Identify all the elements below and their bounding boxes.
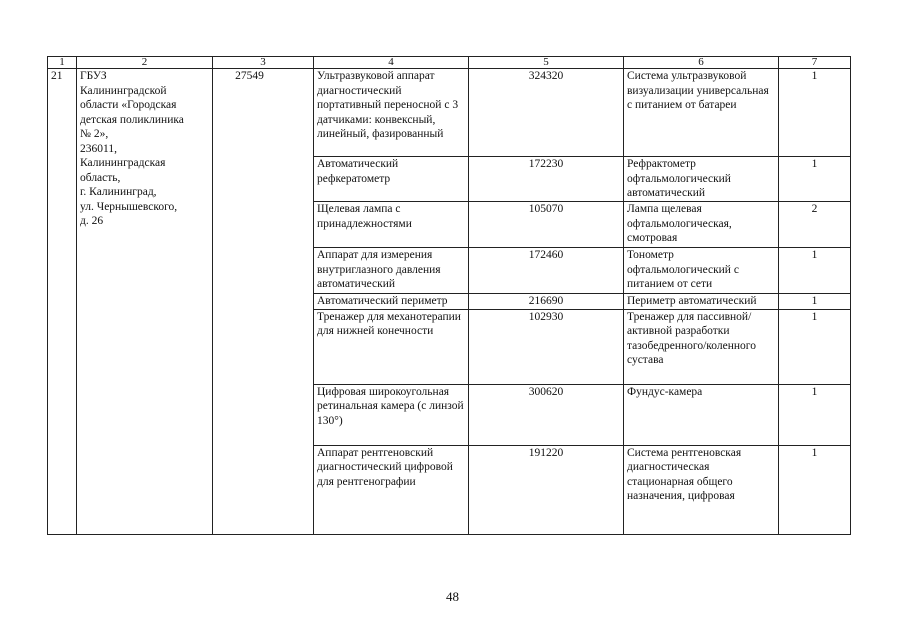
equipment-quantity: 2	[779, 202, 851, 248]
org-line: детская поликлиника	[80, 113, 184, 126]
equipment-type: Тренажер для пассивной/активной разработки тазобедренного/коленного сустава	[624, 309, 779, 384]
equipment-code: 172460	[469, 248, 624, 294]
equipment-quantity: 1	[779, 248, 851, 294]
equipment-name: Автоматический периметр	[314, 294, 469, 310]
equipment-code: 300620	[469, 384, 624, 445]
org-line: № 2»,	[80, 128, 109, 140]
equipment-name: Ультразвуковой аппарат диагностический портативный переносной с 3 датчиками: конвексный, линейный, фазированный	[314, 69, 469, 157]
page-number: 48	[446, 589, 459, 604]
column-number: 5	[469, 57, 624, 69]
org-line: д. 26	[80, 215, 104, 227]
equipment-quantity: 1	[779, 384, 851, 445]
column-number: 7	[779, 57, 851, 69]
equipment-code: 216690	[469, 294, 624, 310]
equipment-code: 105070	[469, 202, 624, 248]
equipment-name: Аппарат для измерения внутриглазного давления автоматический	[314, 248, 469, 294]
equipment-quantity: 1	[779, 309, 851, 384]
equipment-type: Система ультразвуковой визуализации универсальная с питанием от батареи	[624, 69, 779, 157]
org-line: г. Калининград,	[80, 186, 157, 198]
equipment-type: Система рентгеновская диагностическая стационарная общего назначения, цифровая	[624, 445, 779, 534]
row-number: 21	[48, 69, 77, 535]
org-line: ул. Чернышевского,	[80, 200, 178, 213]
equipment-name: Автоматический рефкератометр	[314, 157, 469, 202]
equipment-table	[47, 56, 851, 535]
column-number: 3	[213, 57, 314, 69]
equipment-code: 172230	[469, 157, 624, 202]
org-line: Калининградской	[80, 84, 167, 97]
equipment-name: Тренажер для механотерапии для нижней конечности	[314, 309, 469, 384]
org-line: Калининградская	[80, 157, 166, 169]
organization-cell	[77, 69, 213, 535]
equipment-name: Цифровая широкоугольная ретинальная камера (с линзой 130°)	[314, 384, 469, 445]
org-line: ГБУЗ	[80, 70, 107, 82]
org-line: 236011,	[80, 142, 117, 155]
org-code: 27549	[213, 69, 314, 535]
equipment-name: Щелевая лампа с принадлежностями	[314, 202, 469, 248]
org-line: области «Городская	[80, 99, 177, 111]
equipment-type: Лампа щелевая офтальмологическая, смотровая	[624, 202, 779, 248]
column-number: 2	[77, 57, 213, 69]
equipment-quantity: 1	[779, 157, 851, 202]
org-line: область,	[80, 171, 121, 184]
column-number: 6	[624, 57, 779, 69]
equipment-quantity: 1	[779, 445, 851, 534]
column-number: 1	[48, 57, 77, 69]
equipment-type: Периметр автоматический	[624, 294, 779, 310]
table-row	[48, 69, 851, 157]
equipment-quantity: 1	[779, 69, 851, 157]
equipment-quantity: 1	[779, 294, 851, 310]
equipment-code: 191220	[469, 445, 624, 534]
equipment-type: Фундус-камера	[624, 384, 779, 445]
column-number: 4	[314, 57, 469, 69]
column-number-row	[48, 57, 851, 69]
equipment-name: Аппарат рентгеновский диагностический цифровой для рентгенографии	[314, 445, 469, 534]
equipment-type: Тонометр офтальмологический с питанием от сети	[624, 248, 779, 294]
equipment-type: Рефрактометр офтальмологический автоматический	[624, 157, 779, 202]
equipment-code: 324320	[469, 69, 624, 157]
equipment-code: 102930	[469, 309, 624, 384]
